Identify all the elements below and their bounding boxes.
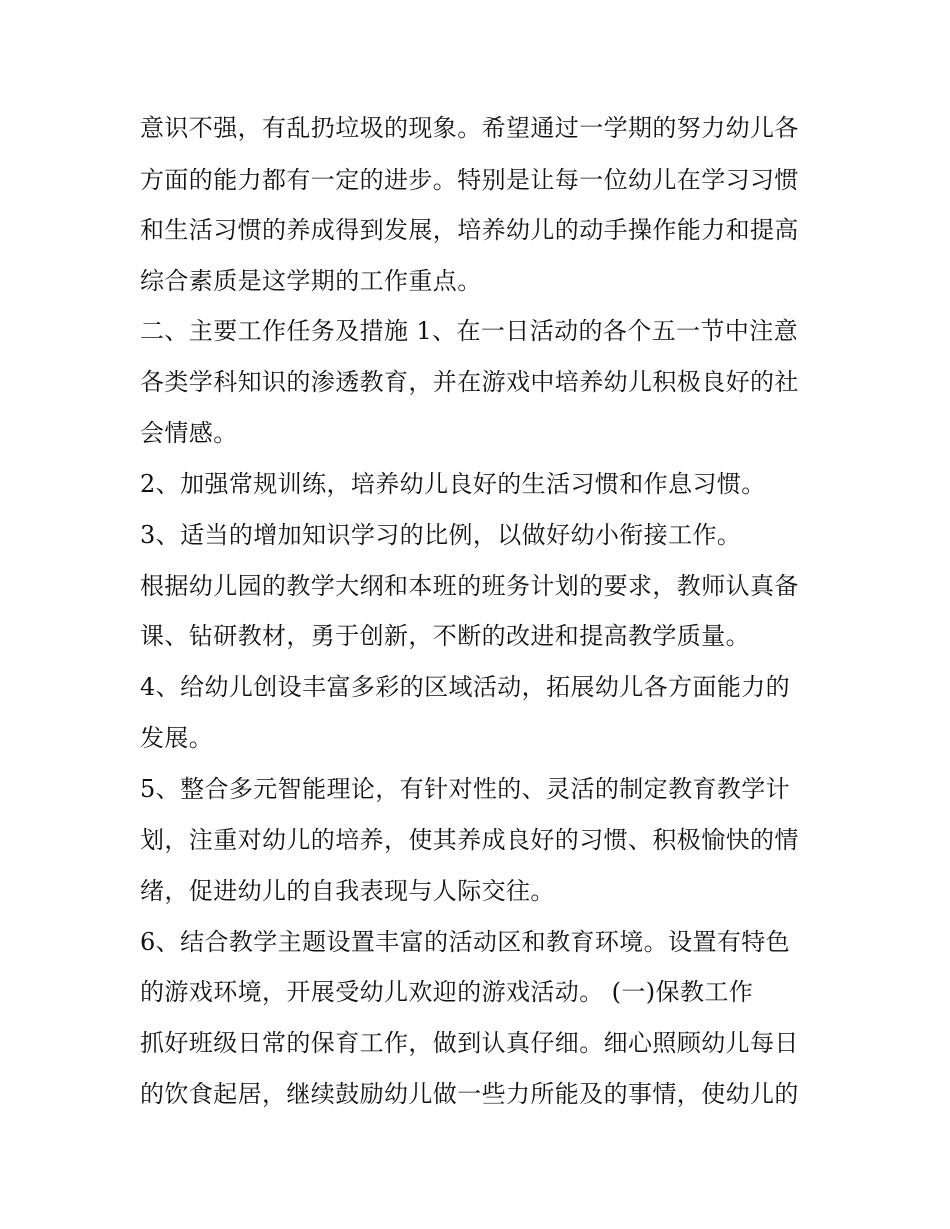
text-line-1: 意识不强，有乱扔垃圾的现象。希望通过一学期的努力幼儿各 — [140, 114, 799, 142]
text-line-4: 综合素质是这学期的工作重点。 — [140, 267, 482, 295]
text-line-10: 根据幼儿园的教学大纲和本班的班务计划的要求，教师认真备 — [140, 572, 799, 600]
text-line-14: 5、整合多元智能理论，有针对性的、灵活的制定教育教学计 — [140, 775, 791, 803]
text-line-16: 绪，促进幼儿的自我表现与人际交往。 — [140, 877, 555, 905]
text-line-9: 3、适当的增加知识学习的比例，以做好幼小衔接工作。 — [140, 521, 742, 549]
text-line-19: 抓好班级日常的保育工作，做到认真仔细。细心照顾幼儿每日 — [140, 1029, 799, 1057]
text-line-3: 和生活习惯的养成得到发展，培养幼儿的动手操作能力和提高 — [140, 216, 799, 244]
text-line-20: 的饮食起居，继续鼓励幼儿做一些力所能及的事情，使幼儿的 — [140, 1080, 799, 1108]
text-line-6: 各类学科知识的渗透教育，并在游戏中培养幼儿积极良好的社 — [140, 368, 799, 396]
text-line-7: 会情感。 — [140, 419, 238, 447]
text-line-11: 课、钻研教材，勇于创新，不断的改进和提高教学质量。 — [140, 622, 750, 650]
text-line-18: 的游戏环境，开展受幼儿欢迎的游戏活动。 (一)保教工作 — [140, 978, 754, 1006]
text-line-17: 6、结合教学主题设置丰富的活动区和教育环境。设置有特色 — [140, 928, 791, 956]
text-line-15: 划，注重对幼儿的培养，使其养成良好的习惯、积极愉快的情 — [140, 826, 799, 854]
text-line-2: 方面的能力都有一定的进步。特别是让每一位幼儿在学习习惯 — [140, 166, 799, 194]
text-line-5: 二、主要工作任务及措施 1、在一日活动的各个五一节中注意 — [140, 317, 799, 345]
text-line-13: 发展。 — [140, 724, 214, 752]
text-line-8: 2、加强常规训练，培养幼儿良好的生活习惯和作息习惯。 — [140, 470, 766, 498]
text-line-12: 4、给幼儿创设丰富多彩的区域活动，拓展幼儿各方面能力的 — [140, 673, 791, 701]
